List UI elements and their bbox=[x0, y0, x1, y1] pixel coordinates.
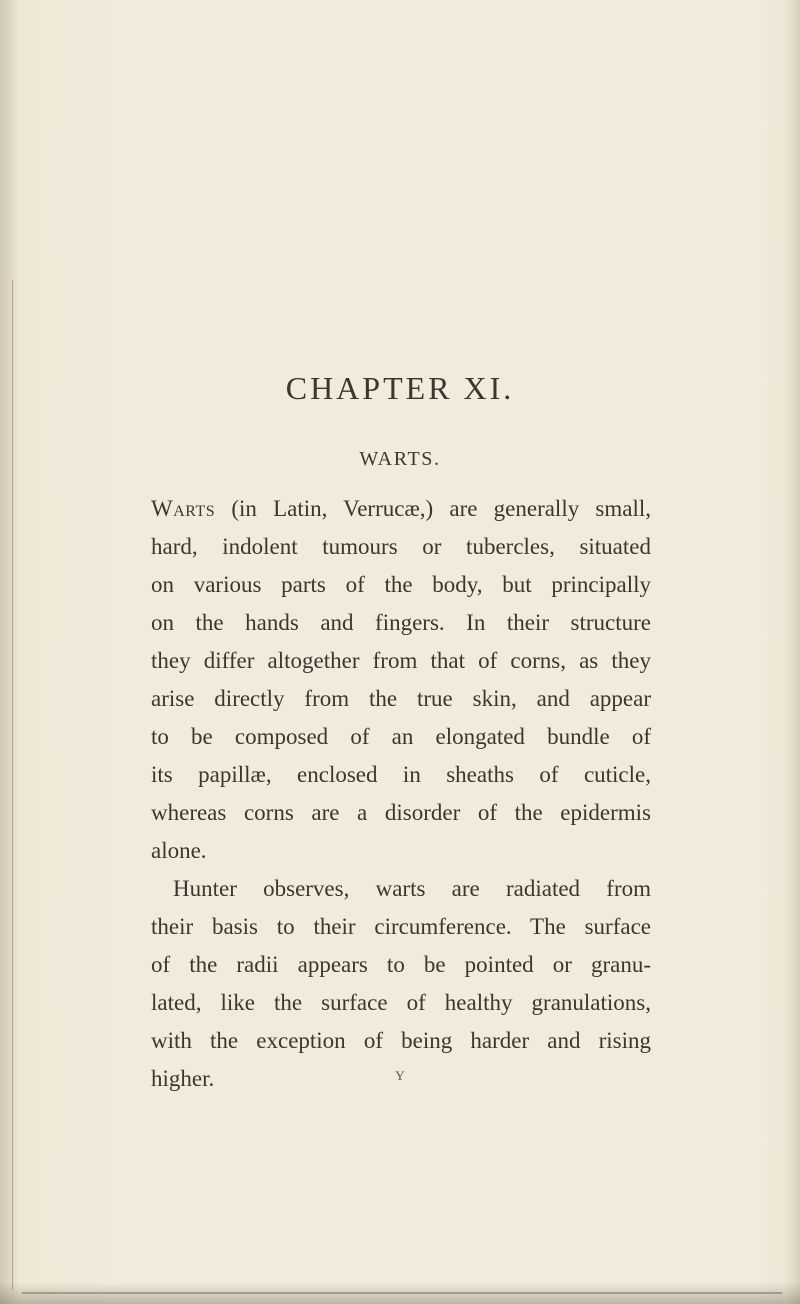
paragraph-2-line-1: Hunter observes, warts are radiated from bbox=[173, 876, 651, 901]
text-line: alone. bbox=[151, 838, 207, 863]
page-binding-shadow bbox=[0, 0, 20, 1304]
text-line: on the hands and fingers. In their structure bbox=[151, 610, 651, 635]
text-line: of the radii appears to be pointed or granu- bbox=[151, 952, 651, 977]
text-line: arise directly from the true skin, and appear bbox=[151, 686, 651, 711]
text-line: lated, like the surface of healthy granulations, bbox=[151, 990, 651, 1015]
section-title: WARTS. bbox=[359, 448, 441, 470]
text-line: hard, indolent tumours or tubercles, situated bbox=[151, 534, 651, 559]
body-text bbox=[151, 490, 651, 1098]
page-bottom-edge bbox=[22, 1292, 782, 1294]
binding-line bbox=[12, 280, 13, 1290]
text-line: to be composed of an elongated bundle of bbox=[151, 724, 651, 749]
lead-word: Warts bbox=[151, 496, 216, 521]
text-line: their basis to their circumference. The surface bbox=[151, 914, 651, 939]
chapter-title: CHAPTER XI. bbox=[285, 370, 515, 406]
signature-mark: Y bbox=[395, 1068, 405, 1083]
text-line: with the exception of being harder and rising bbox=[151, 1028, 651, 1053]
page-edge-shadow bbox=[786, 0, 800, 1304]
text-line: its papillæ, enclosed in sheaths of cuticle, bbox=[151, 762, 651, 787]
paragraph-1-line-1 bbox=[151, 490, 651, 528]
text-line: (in Latin, Verrucæ,) are generally small, bbox=[215, 496, 651, 521]
text-line: they differ altogether from that of corns, as they bbox=[151, 648, 651, 673]
text-line: whereas corns are a disorder of the epidermis bbox=[151, 800, 651, 825]
text-line: on various parts of the body, but principally bbox=[151, 572, 651, 597]
text-line: higher. bbox=[151, 1066, 215, 1091]
